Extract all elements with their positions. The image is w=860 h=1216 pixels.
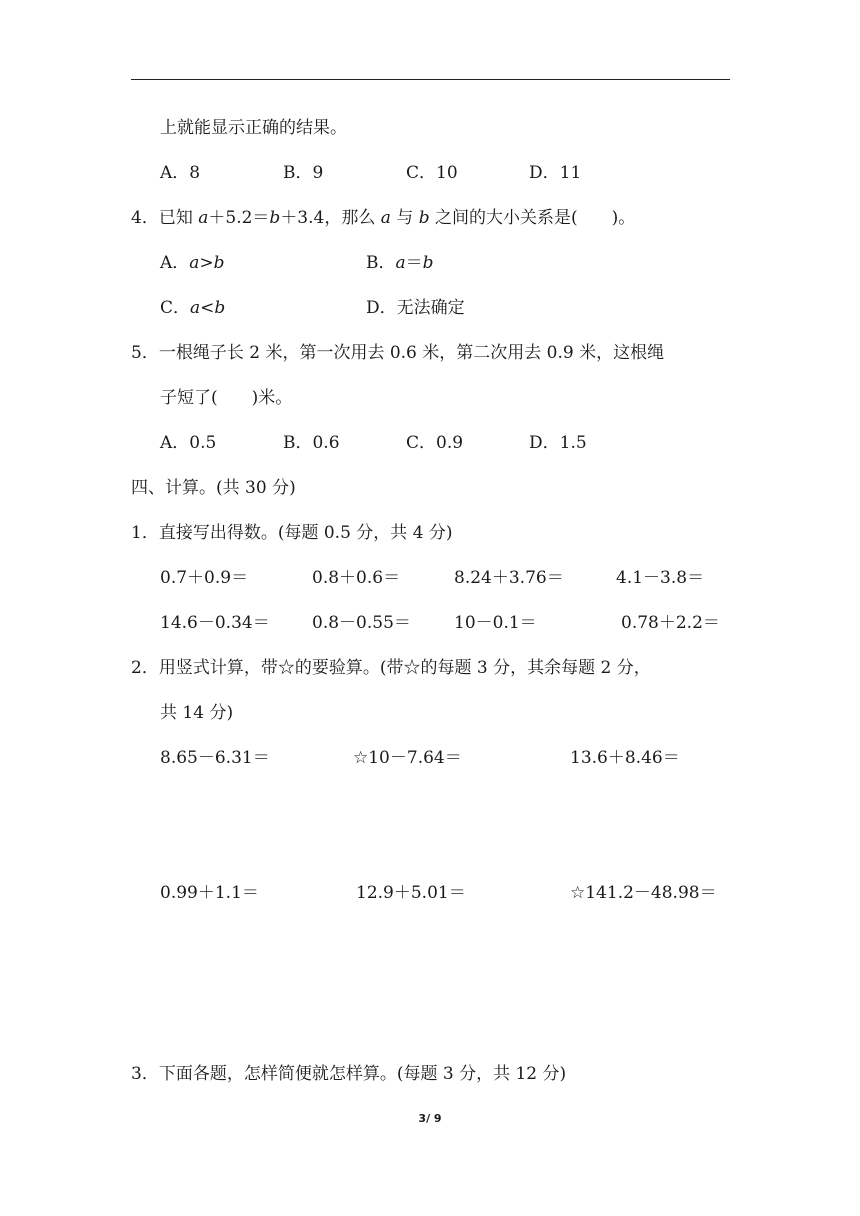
q3-option-a: A．8 (160, 163, 201, 183)
option-label: B． (366, 253, 396, 273)
q4-var-b: b (269, 208, 281, 228)
s2-problem: 0.99＋1.1＝ (160, 883, 259, 903)
q4-var-b: b (418, 208, 430, 228)
operator: ＝ (405, 253, 423, 273)
s2-problem: ☆10－7.64＝ (353, 748, 462, 768)
q5-stem-line2: 子短了( )米。 (160, 388, 293, 408)
s2-problem: 12.9＋5.01＝ (356, 883, 466, 903)
s1-problem: 0.7＋0.9＝ (160, 568, 249, 588)
s1-problem: 0.8－0.55＝ (312, 613, 411, 633)
q4-var-a: a (380, 208, 391, 228)
s1-problem: 8.24＋3.76＝ (454, 568, 564, 588)
s1-problem: 4.1－3.8＝ (616, 568, 705, 588)
q5-option-a: A．0.5 (160, 433, 217, 453)
q4-option-c (160, 297, 225, 319)
q4-var-a: a (198, 208, 209, 228)
q4-option-b (366, 252, 434, 274)
s3-title: 3．下面各题，怎样简便就怎样算。(每题 3 分，共 12 分) (131, 1064, 567, 1084)
operator: < (200, 298, 215, 318)
q4-stem-text: 4．已知 (131, 208, 199, 228)
q3-option-c: C．10 (406, 163, 458, 183)
q5-option-d: D．1.5 (529, 433, 587, 453)
page-number: 3/ 9 (418, 1112, 442, 1125)
q4-option-d: D．无法确定 (366, 298, 465, 318)
s1-problem: 14.6－0.34＝ (160, 613, 270, 633)
option-label: C． (160, 298, 191, 318)
s1-problem: 10－0.1＝ (454, 613, 537, 633)
option-label: A． (160, 253, 190, 273)
var-a: a (189, 253, 200, 273)
var-b: b (213, 253, 225, 273)
var-a: a (190, 298, 201, 318)
q4-stem-text: 之间的大小关系是( )。 (429, 208, 636, 228)
var-b: b (422, 253, 434, 273)
s2-title-line2: 共 14 分) (160, 703, 234, 723)
q5-option-c: C．0.9 (406, 433, 464, 453)
q4-stem-text: 与 (390, 208, 419, 228)
s1-title: 1．直接写出得数。(每题 0.5 分，共 4 分) (131, 523, 453, 543)
q4-stem (131, 207, 635, 229)
operator: > (199, 253, 214, 273)
s2-title-line1: 2．用竖式计算，带☆的要验算。(带☆的每题 3 分，其余每题 2 分， (131, 658, 651, 678)
s2-problem: ☆141.2－48.98＝ (570, 883, 717, 903)
section-4-heading: 四、计算。(共 30 分) (131, 478, 296, 498)
s2-problem: 13.6＋8.46＝ (570, 748, 680, 768)
s1-problem: 0.78＋2.2＝ (621, 613, 720, 633)
s1-problem: 0.8＋0.6＝ (312, 568, 401, 588)
s2-problem: 8.65－6.31＝ (160, 748, 270, 768)
q3-continuation: 上就能显示正确的结果。 (160, 118, 347, 138)
q3-option-d: D．11 (529, 163, 582, 183)
q4-stem-text: ＋3.4，那么 (280, 208, 381, 228)
header-rule (131, 79, 730, 80)
var-a: a (395, 253, 406, 273)
q4-stem-text: ＋5.2＝ (208, 208, 270, 228)
q5-stem-line1: 5．一根绳子长 2 米，第一次用去 0.6 米，第二次用去 0.9 米，这根绳 (131, 343, 665, 363)
var-b: b (214, 298, 226, 318)
q5-option-b: B．0.6 (283, 433, 340, 453)
q3-option-b: B．9 (283, 163, 324, 183)
q4-option-a (160, 252, 225, 274)
